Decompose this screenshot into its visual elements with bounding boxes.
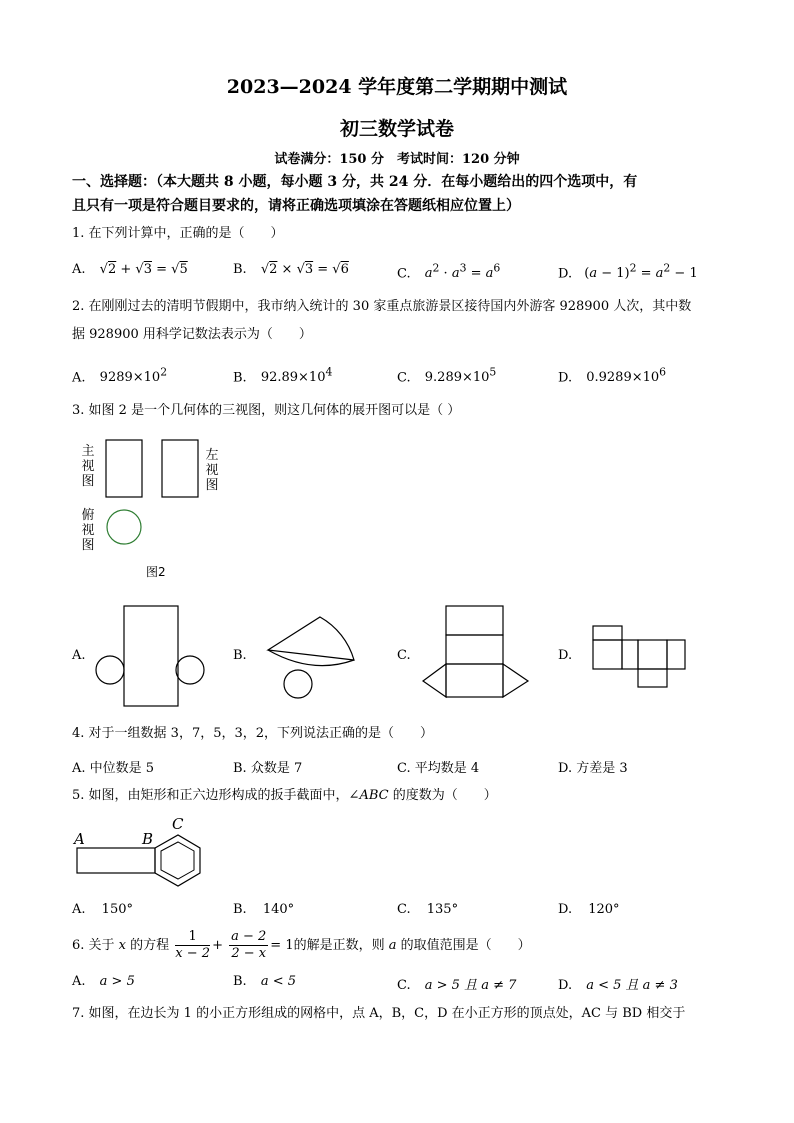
front-view-label: 主视图 [81, 444, 95, 489]
q5-option-c-value: 135° [426, 902, 459, 917]
q3-option-b-label[interactable]: B. [233, 648, 247, 663]
q6-fraction-2: $\frac{a - 2}{2 - x}$ [231, 929, 267, 961]
q1-option-b-math: √2 × √3 = √6 [260, 262, 349, 277]
figure-2-caption: 图2 [146, 565, 166, 579]
top-view-label: 俯视图 [81, 508, 95, 553]
q1-option-a-math: √2 + √3 = √5 [99, 262, 188, 277]
wrench-point-c: C [172, 815, 184, 833]
q3-option-a-label[interactable]: A. [72, 648, 86, 663]
q6-option-b-value: a < 5 [260, 974, 297, 989]
q6-option-a-value: a > 5 [99, 974, 135, 989]
q2-option-d-label: D. [558, 370, 573, 386]
q4-option-b[interactable]: B. 众数是 7 [233, 761, 303, 776]
q2-option-a-value: $9289\times 10^2$ [99, 366, 168, 386]
q5-option-a[interactable] [72, 902, 133, 917]
q5-stem-angle: ∠ABC [348, 788, 389, 803]
q1-option-c-math: $a^2 \cdot a^3 = a^6$ [424, 262, 501, 282]
q6-fraction-1: $\frac{1}{x - 2}$ [175, 929, 211, 961]
q1-option-c-label: C. [397, 266, 411, 282]
q5-option-b[interactable] [233, 902, 294, 917]
q5-option-d-value: 120° [588, 902, 620, 917]
q2-option-d-value: $0.9289\times 10^6$ [586, 366, 667, 386]
q2-option-b-label: B. [233, 370, 247, 386]
q3-option-d-label[interactable]: D. [558, 648, 573, 663]
q5-stem-pre: 5. 如图，由矩形和正六边形构成的扳手截面中， [72, 788, 349, 803]
q6-stem-mid: 的方程 [126, 938, 170, 953]
q6-option-d[interactable] [558, 974, 678, 993]
q6-option-a[interactable] [72, 974, 135, 989]
exam-subtitle: 初三数学试卷 [339, 118, 454, 140]
q2-option-c-value: $9.289\times 10^5$ [424, 366, 497, 386]
q5-option-b-value: 140° [262, 902, 295, 917]
section-heading-line2: 且只有一项是符合题目要求的，请将正确选项填涂在答题纸相应位置上） [72, 198, 520, 214]
section-heading-line1: 一、选择题：（本大题共 8 小题，每小题 3 分，共 24 分．在每小题给出的四个选项中，有 [72, 174, 638, 190]
q5-option-b-label: B. [233, 902, 247, 917]
q6-stem-post2: 的取值范围是（ ） [396, 938, 531, 953]
q1-option-a-label: A. [72, 262, 86, 277]
q4-stem: 4. 对于一组数据 3，7，5，3，2，下列说法正确的是（ ） [72, 726, 434, 741]
q6-option-a-label: A. [72, 974, 86, 989]
q2-option-c-label: C. [397, 370, 411, 386]
q4-option-c[interactable]: C. 平均数是 4 [397, 761, 480, 776]
q1-option-b-label: B. [233, 262, 247, 277]
q6-var-a: a [388, 938, 397, 953]
wrench-inner-hexagon [161, 842, 194, 879]
q2-stem-line2: 据 928900 用科学记数法表示为（ ） [72, 327, 312, 342]
q1-option-d-math: $(a - 1)^2 = a^2 - 1$ [584, 262, 698, 282]
wrench-point-b: B [142, 830, 154, 848]
exam-info: 试卷满分：150 分 考试时间：120 分钟 [274, 152, 520, 167]
q5-option-d[interactable] [558, 902, 620, 917]
wrench-point-a: A [74, 830, 85, 848]
q4-option-d[interactable]: D. 方差是 3 [558, 761, 628, 776]
q6-option-b[interactable] [233, 974, 296, 989]
q6-option-b-label: B. [233, 974, 247, 989]
wrench-rect [77, 848, 155, 873]
q5-option-d-label: D. [558, 902, 573, 917]
q2-option-b-value: $92.89\times 10^4$ [260, 366, 333, 386]
q6-var-x: x [118, 938, 127, 953]
q6-option-d-label: D. [558, 978, 573, 993]
q6-equals: = 1 [270, 938, 294, 953]
q2-option-a-label: A. [72, 370, 86, 386]
q4-option-a[interactable]: A. 中位数是 5 [72, 761, 155, 776]
left-view-label: 左视图 [205, 448, 219, 493]
q1-option-d-label: D. [558, 266, 573, 282]
q5-option-c-label: C. [397, 902, 411, 917]
q7-stem: 7. 如图，在边长为 1 的小正方形组成的网格中，点 A，B，C，D 在小正方形的顶点处，AC 与 BD 相交于 [72, 1006, 686, 1021]
q6-plus: + [212, 938, 223, 953]
q6-option-c[interactable] [397, 974, 516, 993]
q1-stem: 1. 在下列计算中，正确的是（ ） [72, 226, 284, 241]
q3-stem: 3. 如图 2 是一个几何体的三视图，则这几何体的展开图可以是（ ） [72, 403, 461, 418]
q6-option-d-value: a < 5 且 a ≠ 3 [586, 978, 678, 993]
q6-option-c-value: a > 5 且 a ≠ 7 [424, 978, 517, 993]
q6-stem-pre: 6. 关于 [72, 938, 119, 953]
q5-stem-post: 的度数为（ ） [388, 788, 497, 803]
q6-option-c-label: C. [397, 978, 411, 993]
q5-option-a-label: A. [72, 902, 86, 917]
q6-stem [72, 928, 732, 964]
q5-option-c[interactable] [397, 902, 458, 917]
q3-option-c-label[interactable]: C. [397, 648, 411, 663]
q2-stem-line1: 2. 在刚刚过去的清明节假期中，我市纳入统计的 30 家重点旅游景区接待国内外游客 928900 人次，其中数 [72, 299, 692, 314]
q6-stem-post1: 的解是正数，则 [293, 938, 389, 953]
q5-option-a-value: 150° [101, 902, 133, 917]
exam-title: 2023—2024 学年度第二学期期中测试 [226, 76, 568, 98]
